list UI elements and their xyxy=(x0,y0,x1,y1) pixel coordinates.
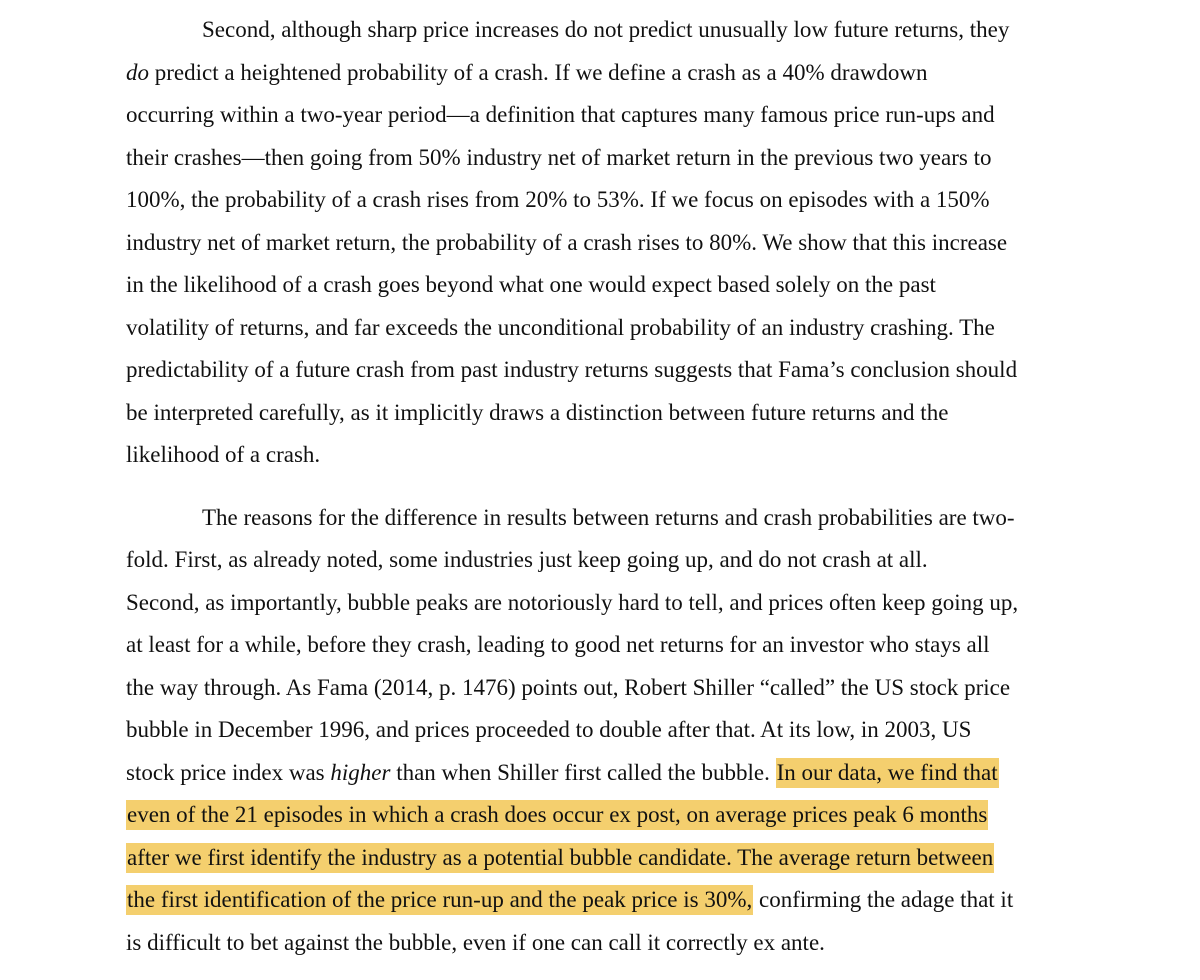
p1-line-9: predictability of a future crash from past industry returns suggests that Fama’s conclusion should xyxy=(126,357,1018,382)
p1-line-4: their crashes—then going from 50% industry net of market return in the previous two years to xyxy=(126,145,992,170)
highlighted-text: the first identification of the price run-up and the peak price is 30%, xyxy=(126,885,753,915)
p2-line-1: The reasons for the difference in results between returns and crash probabilities are two- xyxy=(202,505,1015,530)
highlighted-text: even of the 21 episodes in which a crash does occur ex post, on average prices peak 6 months xyxy=(126,800,988,830)
p1-line-7: in the likelihood of a crash goes beyond what one would expect based solely on the past xyxy=(126,272,936,297)
p2-line-7 xyxy=(126,756,999,790)
p2-line-5: the way through. As Fama (2014, p. 1476) points out, Robert Shiller “called” the US stock price xyxy=(126,675,1011,700)
highlighted-text: In our data, we find that xyxy=(776,758,999,788)
p2-line-2: fold. First, as already noted, some industries just keep going up, and do not crash at all. xyxy=(126,547,928,572)
p2-line-6: bubble in December 1996, and prices proceeded to double after that. At its low, in 2003, US xyxy=(126,717,972,742)
p1-line-6: industry net of market return, the probability of a crash rises to 80%. We show that this increase xyxy=(126,230,1008,255)
p1-line-2 xyxy=(126,56,928,90)
p2-line-9 xyxy=(126,841,994,875)
p1-line-10: be interpreted carefully, as it implicitly draws a distinction between future returns and the xyxy=(126,400,949,425)
highlighted-text: after we first identify the industry as a potential bubble candidate. The average return between xyxy=(126,843,994,873)
p2-line-4: at least for a while, before they crash, leading to good net returns for an investor who stays all xyxy=(126,632,990,657)
p1-line-3: occurring within a two-year period—a definition that captures many famous price run-ups and xyxy=(126,102,995,127)
p2-line-7-text-mid: than when Shiller first called the bubble. xyxy=(390,760,776,785)
emphasis-higher: higher xyxy=(330,760,391,785)
p2-line-8 xyxy=(126,798,988,832)
p2-line-10-text: confirming the adage that it xyxy=(753,887,1014,912)
p1-line-8: volatility of returns, and far exceeds the unconditional probability of an industry crashing. The xyxy=(126,315,995,340)
p2-line-11: is difficult to bet against the bubble, even if one can call it correctly ex ante. xyxy=(126,930,825,955)
p1-line-11: likelihood of a crash. xyxy=(126,442,321,467)
emphasis-do: do xyxy=(126,60,149,85)
p1-line-2-text: predict a heightened probability of a crash. If we define a crash as a 40% drawdown xyxy=(149,60,928,85)
p2-line-7-text: stock price index was xyxy=(126,760,331,785)
p1-line-5: 100%, the probability of a crash rises from 20% to 53%. If we focus on episodes with a 150% xyxy=(126,187,990,212)
p2-line-3: Second, as importantly, bubble peaks are notoriously hard to tell, and prices often keep going up, xyxy=(126,590,1019,615)
p1-line-1: Second, although sharp price increases do not predict unusually low future returns, they xyxy=(202,17,1010,42)
p2-line-10 xyxy=(126,883,1013,917)
